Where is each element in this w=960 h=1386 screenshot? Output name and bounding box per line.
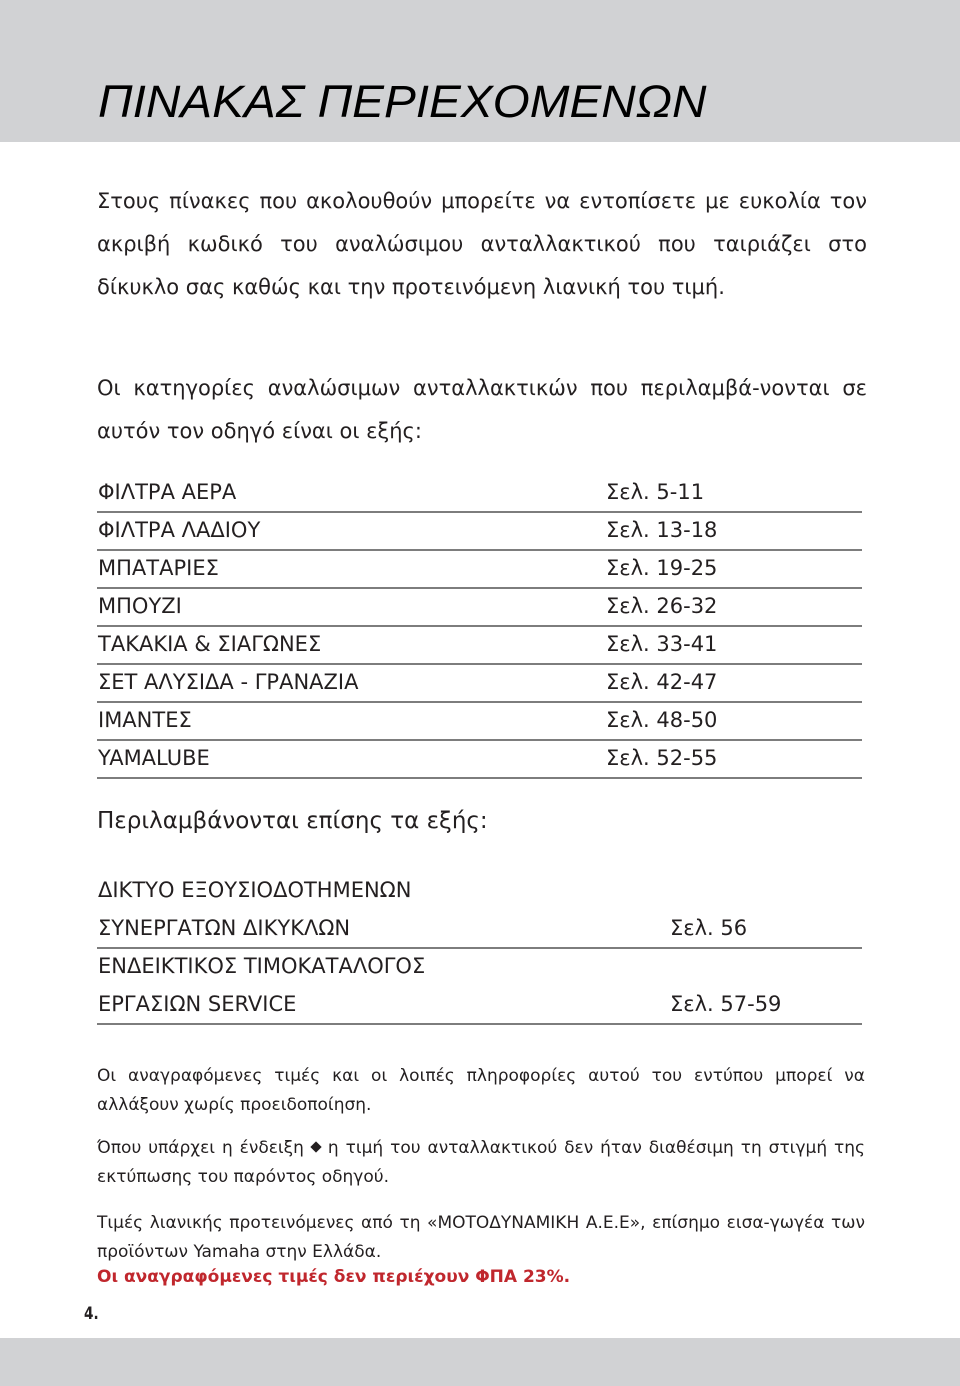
toc-pages: Σελ. 42-47 <box>606 670 718 694</box>
toc-pages: Σελ. 5-11 <box>606 480 705 504</box>
toc-label: ΣΕΤ ΑΛΥΣΙΔΑ - ΓΡΑΝΑΖΙΑ <box>98 670 359 694</box>
price-change-note: Οι αναγραφόμενες τιμές και οι λοιπές πληροφορίες αυτού του εντύπου μπορεί να αλλάξουν χωρίς προειδοποίηση. <box>97 1066 865 1115</box>
note-text-before: Όπου υπάρχει η ένδειξη <box>97 1138 304 1158</box>
toc-label-line2: ΣΥΝΕΡΓΑΤΩΝ ΔΙΚΥΚΛΩΝ <box>98 916 351 940</box>
toc-pages: Σελ. 57-59 <box>670 992 782 1016</box>
toc-row-air-filters <box>97 475 862 513</box>
unavailable-price-note <box>97 1134 865 1192</box>
note-text-after: η τιμή του ανταλλακτικού δεν ήταν διαθέσιμη τη στιγμή της εκτύπωσης του παρόντος οδηγού. <box>97 1138 865 1187</box>
toc-row-belts <box>97 703 862 741</box>
toc-label-line1: ΕΝΔΕΙΚΤΙΚΟΣ ΤΙΜΟΚΑΤΑΛΟΓΟΣ <box>98 954 426 978</box>
additional-contents <box>97 873 862 1025</box>
also-included-heading: Περιλαμβάνονται επίσης τα εξής: <box>97 808 488 834</box>
toc-pages: Σελ. 19-25 <box>606 556 718 580</box>
toc-row-oil-filters <box>97 513 862 551</box>
toc-label: ΤΑΚΑΚΙΑ & ΣΙΑΓΩΝΕΣ <box>98 632 322 656</box>
toc-label: ΙΜΑΝΤΕΣ <box>98 708 192 732</box>
toc-pages: Σελ. 33-41 <box>606 632 718 656</box>
toc-row-brake-pads-shoes <box>97 627 862 665</box>
toc-pages: Σελ. 52-55 <box>606 746 718 770</box>
toc-row-spark-plugs <box>97 589 862 627</box>
diamond-icon <box>310 1141 321 1152</box>
toc-pages: Σελ. 13-18 <box>606 518 718 542</box>
header-band <box>0 0 960 142</box>
toc-label: ΦΙΛΤΡΑ ΛΑΔΙΟΥ <box>98 518 261 542</box>
toc-pages: Σελ. 56 <box>670 916 748 940</box>
footer-band <box>0 1338 960 1386</box>
toc-row-dealer-network <box>97 873 862 949</box>
toc-pages: Σελ. 48-50 <box>606 708 718 732</box>
table-of-contents <box>97 475 862 779</box>
intro-paragraph: Στους πίνακες που ακολουθούν μπορείτε να εντοπίσετε με ευκολία τον ακριβή κωδικό του αναλώσιμου ανταλλακτικού που ταιριάζει στο δίκυκλο σας καθώς και την προτεινόμενη λιανική του τιμή. <box>97 189 867 299</box>
toc-label: ΦΙΛΤΡΑ ΑΕΡΑ <box>98 480 237 504</box>
toc-row-yamalube <box>97 741 862 779</box>
toc-row-batteries <box>97 551 862 589</box>
toc-row-service-pricelist <box>97 949 862 1025</box>
toc-label-line1: ΔΙΚΤΥΟ ΕΞΟΥΣΙΟΔΟΤΗΜΕΝΩΝ <box>98 878 412 902</box>
toc-label: ΜΠΑΤΑΡΙΕΣ <box>98 556 219 580</box>
vat-note: Οι αναγραφόμενες τιμές δεν περιέχουν ΦΠΑ 23%. <box>97 1267 571 1287</box>
toc-label-line2: ΕΡΓΑΣΙΩΝ SERVICE <box>98 992 297 1016</box>
toc-label: ΜΠΟΥΖΙ <box>98 594 182 618</box>
page-title: ΠΙΝΑΚΑΣ ΠΕΡΙΕΧΟΜΕΝΩΝ <box>98 76 707 127</box>
categories-intro: Οι κατηγορίες αναλώσιμων ανταλλακτικών που περιλαμβά-νονται σε αυτόν τον οδηγό είναι οι εξής: <box>97 376 867 443</box>
toc-row-chain-sprocket-sets <box>97 665 862 703</box>
toc-label: YAMALUBE <box>98 746 210 770</box>
page-number: 4. <box>84 1304 99 1324</box>
retail-prices-note: Τιμές λιανικής προτεινόμενες από τη «ΜΟΤΟΔΥΝΑΜΙΚΗ Α.Ε.Ε», επίσημο εισα-γωγέα των προϊόντων Yamaha στην Ελλάδα. <box>97 1213 865 1262</box>
toc-pages: Σελ. 26-32 <box>606 594 718 618</box>
